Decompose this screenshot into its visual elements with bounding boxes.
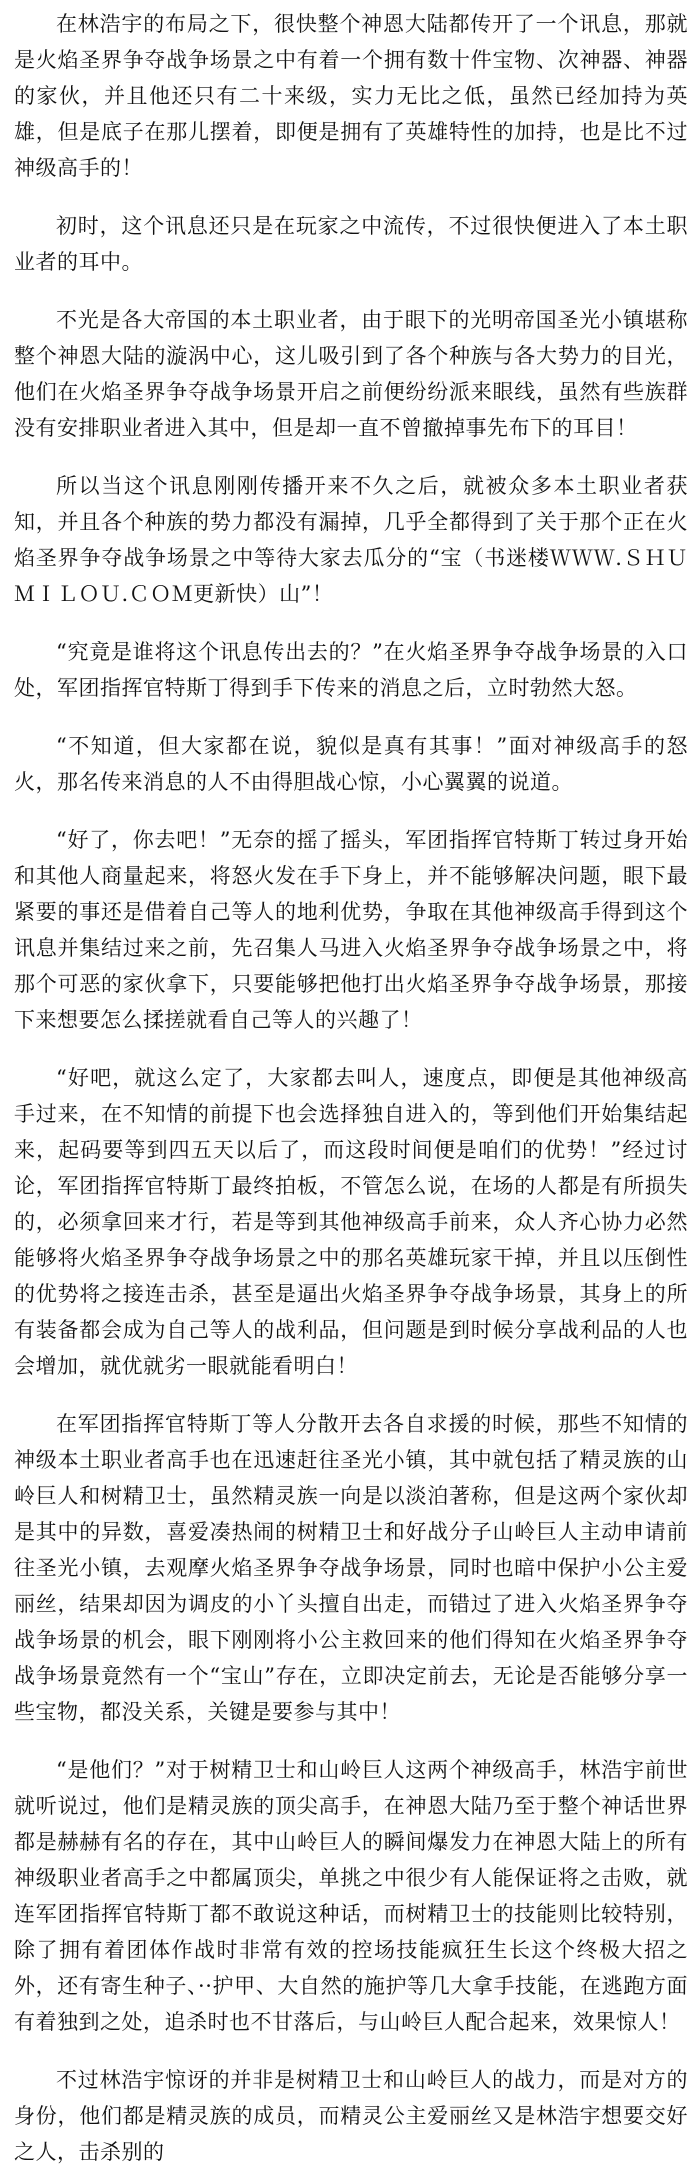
paragraph-1: 在林浩宇的布局之下，很快整个神恩大陆都传开了一个讯息，那就是火焰圣界争夺战争场景之中有着一个拥有数十件宝物、次神器、神器的家伙，并且他还只有二十来级，实力无比之低，虽然已经加持为英雄，但是底子在那儿摆着，即便是拥有了英雄特性的加持，也是比不过神级高手的！ — [14, 12, 688, 180]
paragraph-9: 在军团指挥官特斯丁等人分散开去各自求援的时候，那些不知情的神级本土职业者高手也在迅速赶往圣光小镇，其中就包括了精灵族的山岭巨人和树精卫士，虽然精灵族一向是以淡泊著称，但是这两个家伙却是其中的异数，喜爱凑热闹的树精卫士和好战分子山岭巨人主动申请前往圣光小镇，去观摩火焰圣界争夺战争场景，同时也暗中保护小公主爱丽丝，结果却因为调皮的小丫头擅自出走，而错过了进入火焰圣界争夺战争场景的机会，眼下刚刚将小公主救回来的他们得知在火焰圣界争夺战争场景竟然有一个“宝山”存在，立即决定前去，无论是否能够分享一些宝物，都没关系，关键是要参与其中！ — [14, 1412, 688, 1724]
paragraph-2: 初时，这个讯息还只是在玩家之中流传，不过很快便进入了本土职业者的耳中。 — [14, 214, 688, 274]
paragraph-10: “是他们？”对于树精卫士和山岭巨人这两个神级高手，林浩宇前世就听说过，他们是精灵族的顶尖高手，在神恩大陆乃至于整个神话世界都是赫赫有名的存在，其中山岭巨人的瞬间爆发力在神恩大陆上的所有神级职业者高手之中都属顶尖，单挑之中很少有人能保证将之击败，就连军团指挥官特斯丁都不敢说这种话，而树精卫士的技能则比较特别，除了拥有着团体作战时非常有效的控场技能疯狂生长这个终极大招之外，还有寄生种子、··护甲、大自然的施护等几大拿手技能，在逃跑方面有着独到之处，追杀时也不甘落后，与山岭巨人配合起来，效果惊人！ — [14, 1758, 688, 2034]
paragraph-4: 所以当这个讯息刚刚传播开来不久之后，就被众多本土职业者获知，并且各个种族的势力都没有漏掉，几乎全都得到了关于那个正在火焰圣界争夺战争场景之中等待大家去瓜分的“宝（书迷楼ＷＷＷ.ＳＨＵＭＩＬＯＵ.ＣＯＭ更新快）山”！ — [14, 474, 688, 606]
paragraph-5: “究竟是谁将这个讯息传出去的？”在火焰圣界争夺战争场景的入口处，军团指挥官特斯丁得到手下传来的消息之后，立时勃然大怒。 — [14, 640, 688, 700]
paragraph-7: “好了，你去吧！”无奈的摇了摇头，军团指挥官特斯丁转过身开始和其他人商量起来，将怒火发在手下身上，并不能够解决问题，眼下最紧要的事还是借着自己等人的地利优势，争取在其他神级高手得到这个讯息并集结过来之前，先召集人马进入火焰圣界争夺战争场景之中，将那个可恶的家伙拿下，只要能够把他打出火焰圣界争夺战争场景，那接下来想要怎么揉搓就看自己等人的兴趣了！ — [14, 828, 688, 1032]
paragraph-3: 不光是各大帝国的本土职业者，由于眼下的光明帝国圣光小镇堪称整个神恩大陆的漩涡中心，这儿吸引到了各个种族与各大势力的目光，他们在火焰圣界争夺战争场景开启之前便纷纷派来眼线，虽然有些族群没有安排职业者进入其中，但是却一直不曾撤掉事先布下的耳目！ — [14, 308, 688, 440]
paragraph-8: “好吧，就这么定了，大家都去叫人，速度点，即便是其他神级高手过来，在不知情的前提下也会选择独自进入的，等到他们开始集结起来，起码要等到四五天以后了，而这段时间便是咱们的优势！”经过讨论，军团指挥官特斯丁最终拍板，不管怎么说，在场的人都是有所损失的，必须拿回来才行，若是等到其他神级高手前来，众人齐心协力必然能够将火焰圣界争夺战争场景之中的那名英雄玩家干掉，并且以压倒性的优势将之接连击杀，甚至是逼出火焰圣界争夺战争场景，其身上的所有装备都会成为自己等人的战利品，但问题是到时候分享战利品的人也会增加，就优就劣一眼就能看明白！ — [14, 1066, 688, 1378]
paragraph-6: “不知道，但大家都在说，貌似是真有其事！”面对神级高手的怒火，那名传来消息的人不由得胆战心惊，小心翼翼的说道。 — [14, 734, 688, 794]
paragraph-11: 不过林浩宇惊讶的并非是树精卫士和山岭巨人的战力，而是对方的身份，他们都是精灵族的成员，而精灵公主爱丽丝又是林浩宇想要交好之人，击杀别的 — [14, 2068, 688, 2164]
